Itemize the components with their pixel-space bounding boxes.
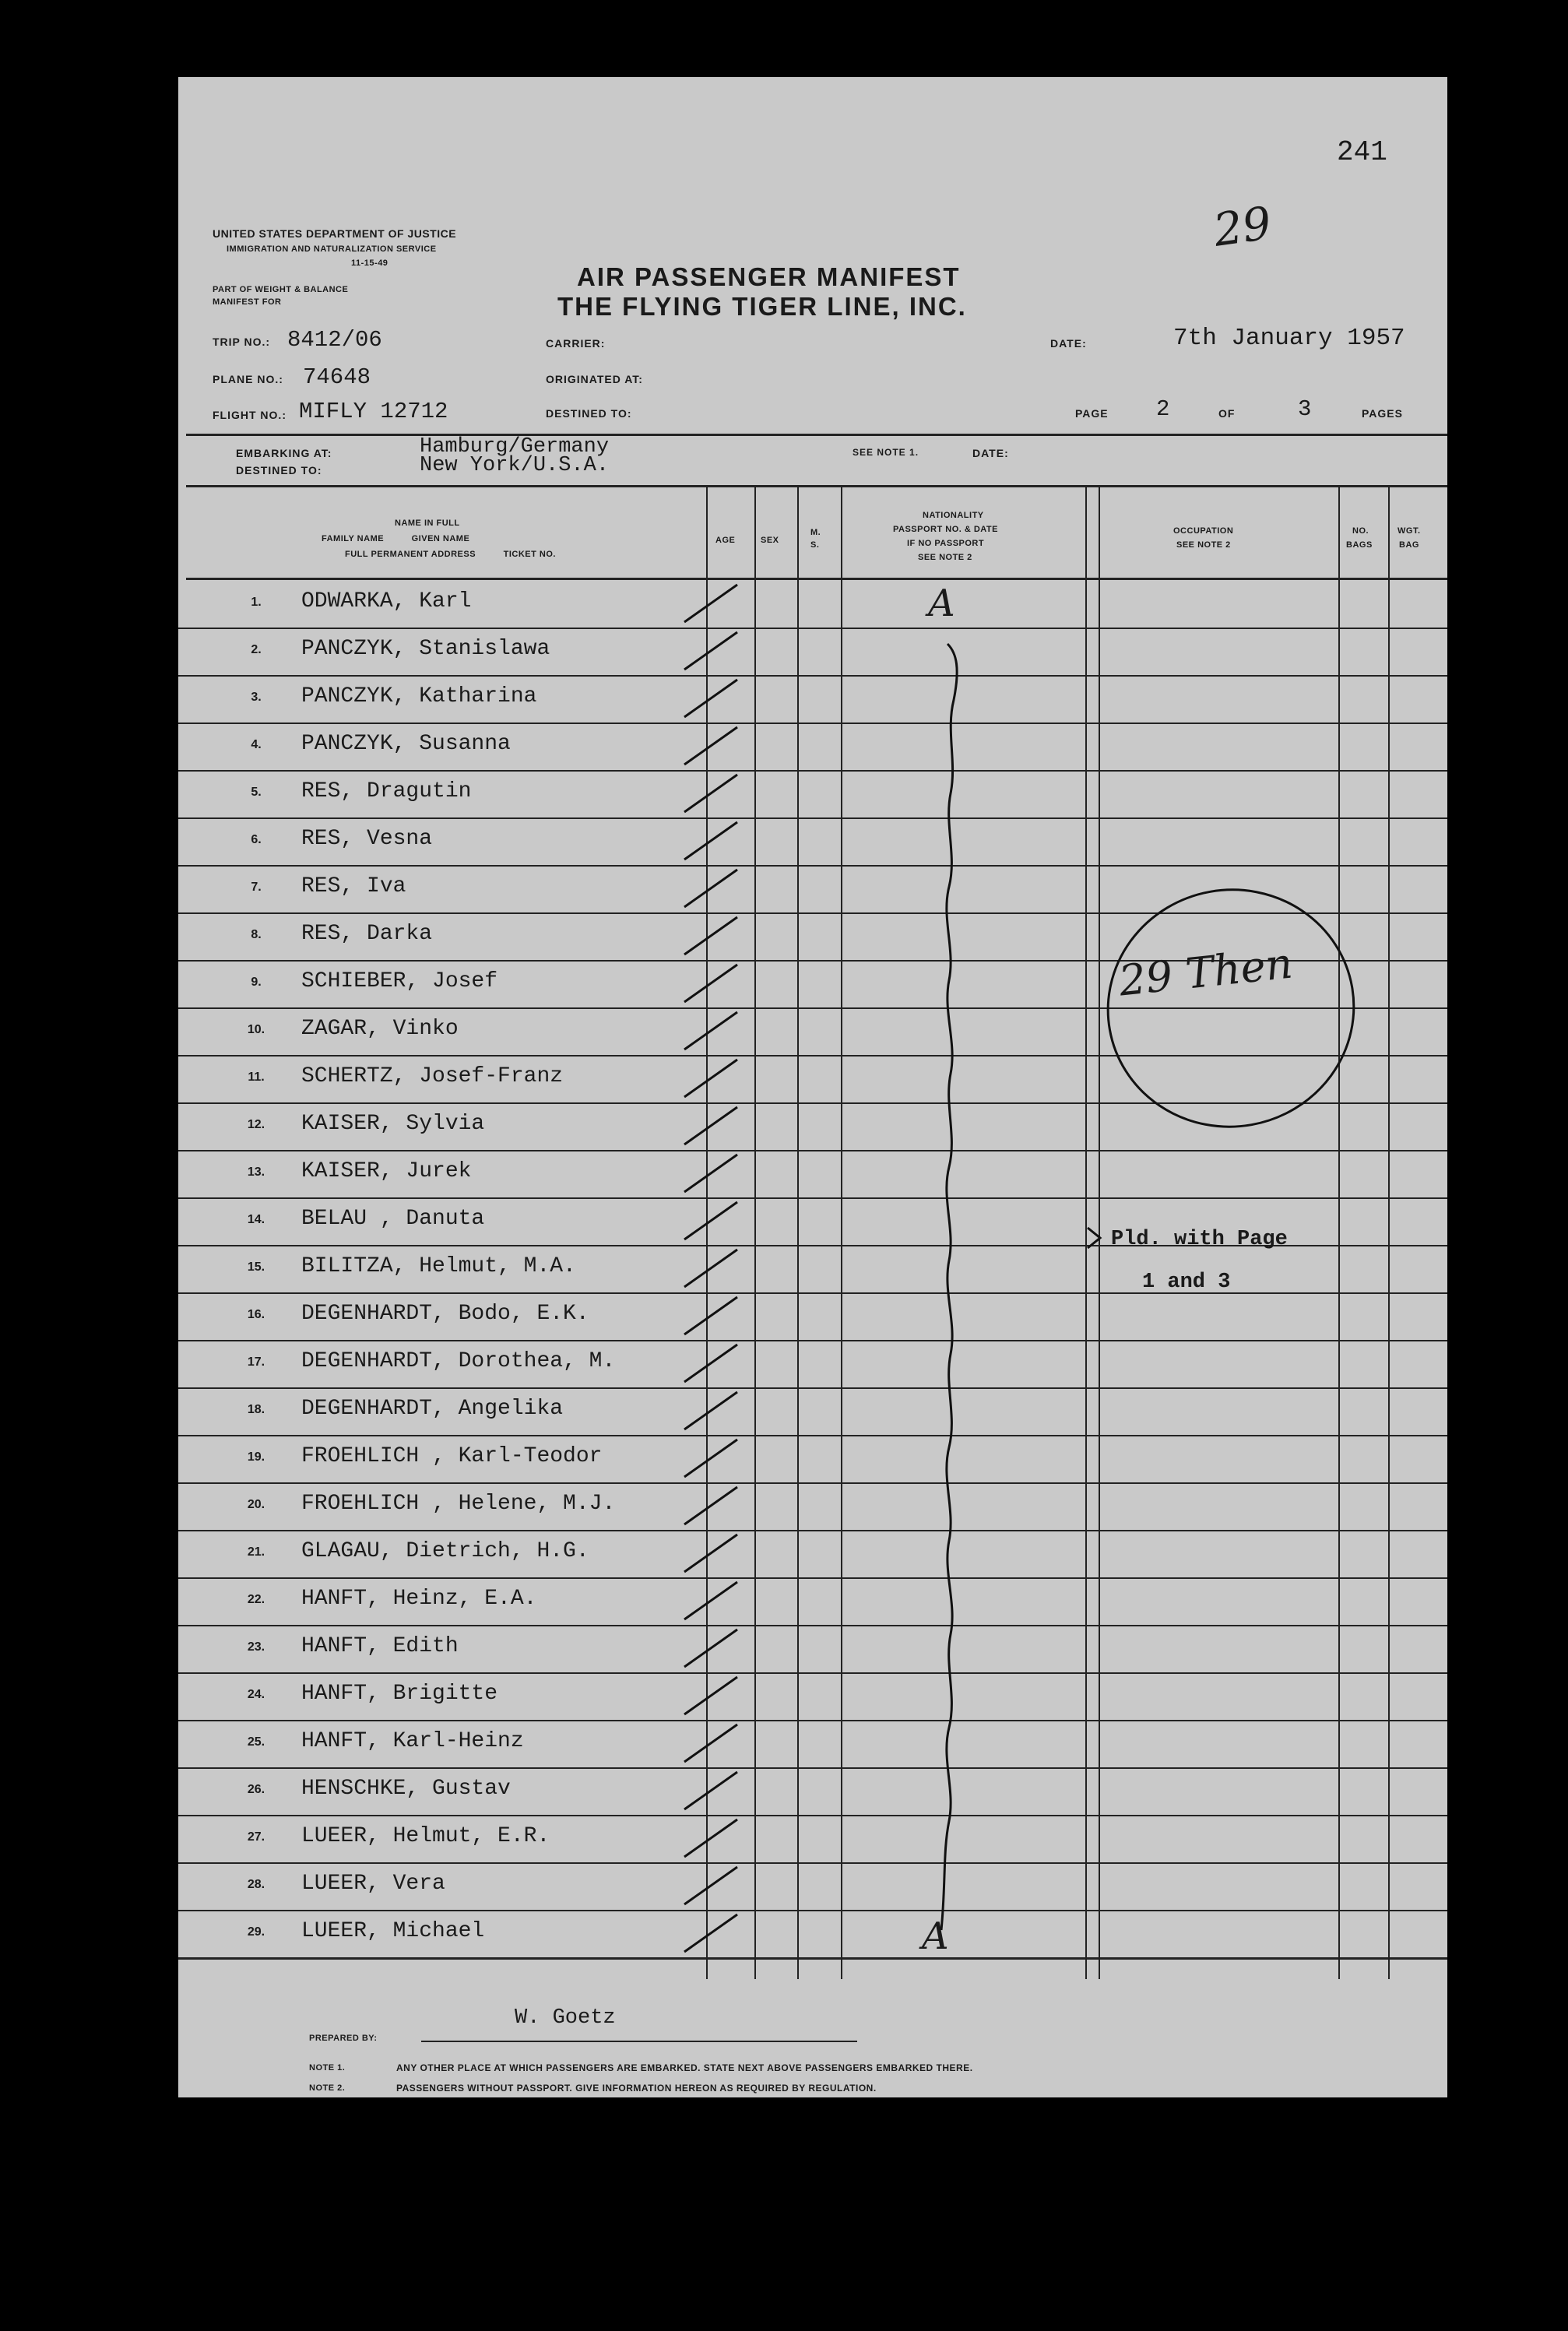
row-number: 18.	[247, 1403, 265, 1416]
age-tick	[684, 1060, 737, 1097]
row-number: 27.	[247, 1830, 265, 1844]
age-tick	[684, 1345, 737, 1382]
passenger-name: RES, Iva	[301, 874, 406, 898]
row-number: 13.	[247, 1166, 265, 1179]
age-tick	[684, 1819, 737, 1857]
passenger-name: PANCZYK, Stanislawa	[301, 637, 550, 661]
department-line-2: IMMIGRATION AND NATURALIZATION SERVICE	[227, 244, 437, 254]
destined-to-label: DESTINED TO:	[236, 464, 322, 476]
row-number: 4.	[251, 738, 262, 751]
occupation-note-line-1: Pld. with Page	[1111, 1228, 1288, 1251]
age-tick	[684, 1202, 737, 1239]
age-tick	[684, 1440, 737, 1477]
manifest-sheet	[178, 77, 1447, 2097]
passenger-name: KAISER, Jurek	[301, 1159, 472, 1183]
passenger-name: FROEHLICH , Helene, M.J.	[301, 1492, 616, 1516]
age-tick	[684, 1772, 737, 1809]
sex-header: SEX	[761, 536, 779, 545]
age-header: AGE	[715, 536, 736, 545]
passenger-name: SCHERTZ, Josef-Franz	[301, 1064, 564, 1088]
age-tick	[684, 1725, 737, 1762]
manifest-for-line-1: PART OF WEIGHT & BALANCE	[213, 285, 349, 294]
ditto-wavy-line	[941, 644, 957, 1930]
note-1-label: NOTE 1.	[309, 2063, 346, 2073]
row-number: 25.	[247, 1735, 265, 1749]
prepared-label: PREPARED BY:	[309, 2034, 378, 2043]
stamp-text: 29 Then	[1116, 938, 1296, 1006]
age-tick	[684, 965, 737, 1002]
age-tick	[684, 585, 737, 622]
row-number: 20.	[247, 1498, 265, 1511]
flight-value: MIFLY 12712	[299, 399, 448, 424]
of-value: 3	[1298, 396, 1312, 422]
age-tick-marks	[684, 585, 737, 1952]
nationality-header-4: SEE NOTE 2	[918, 553, 972, 562]
age-tick	[684, 1535, 737, 1572]
age-tick	[684, 727, 737, 765]
row-number: 16.	[247, 1308, 265, 1321]
page-value: 2	[1156, 396, 1170, 422]
passenger-name: HANFT, Karl-Heinz	[301, 1729, 524, 1753]
row-number: 12.	[247, 1118, 265, 1131]
age-tick	[684, 917, 737, 955]
age-tick	[684, 1677, 737, 1714]
passenger-name: DEGENHARDT, Dorothea, M.	[301, 1349, 616, 1373]
carrier-name: THE FLYING TIGER LINE, INC.	[557, 292, 967, 321]
flight-label: FLIGHT NO.:	[213, 409, 287, 421]
occupation-header-2: SEE NOTE 2	[1176, 540, 1231, 550]
date-label: DATE:	[1050, 337, 1087, 350]
row-number: 5.	[251, 786, 262, 799]
prepared-value: W. Goetz	[515, 2006, 616, 2030]
bags-header-2: BAGS	[1346, 540, 1373, 550]
department-line-1: UNITED STATES DEPARTMENT OF JUSTICE	[213, 227, 457, 240]
age-tick	[684, 1392, 737, 1429]
occupation-note-line-2: 1 and 3	[1142, 1271, 1231, 1294]
of-label: OF	[1218, 407, 1236, 420]
row-number: 17.	[247, 1355, 265, 1369]
row-number: 7.	[251, 881, 262, 894]
page-title: AIR PASSENGER MANIFEST	[577, 262, 961, 291]
occupation-header-1: OCCUPATION	[1173, 526, 1234, 536]
trip-label: TRIP NO.:	[213, 336, 271, 348]
passenger-name: DEGENHARDT, Angelika	[301, 1397, 564, 1421]
passenger-name: ZAGAR, Vinko	[301, 1017, 459, 1041]
originated-label: ORIGINATED AT:	[546, 373, 643, 385]
ms-header-1: M.	[810, 528, 821, 537]
handwriting-overlay	[178, 77, 1447, 2097]
row-number: 11.	[248, 1071, 265, 1084]
passenger-name: HANFT, Heinz, E.A.	[301, 1587, 537, 1611]
passenger-name: KAISER, Sylvia	[301, 1112, 485, 1136]
row-number: 23.	[247, 1640, 265, 1654]
name-header-2: FAMILY NAME GIVEN NAME	[322, 534, 470, 543]
passenger-name: RES, Dragutin	[301, 779, 472, 803]
wgt-header-2: BAG	[1399, 540, 1419, 550]
destined-to-value: New York/U.S.A.	[420, 454, 610, 477]
passenger-name: PANCZYK, Susanna	[301, 732, 511, 756]
row-number: 9.	[251, 976, 262, 989]
age-tick	[684, 1012, 737, 1049]
age-tick	[684, 1487, 737, 1524]
trip-value: 8412/06	[287, 327, 382, 353]
passenger-name: HENSCHKE, Gustav	[301, 1777, 511, 1801]
handwritten-count: 29	[1210, 196, 1275, 257]
bags-header-1: NO.	[1352, 526, 1369, 536]
passenger-name: RES, Darka	[301, 922, 433, 946]
age-tick	[684, 1914, 737, 1952]
destined-label: DESTINED TO:	[546, 407, 632, 420]
note-2-text: PASSENGERS WITHOUT PASSPORT. GIVE INFORMATION HEREON AS REQUIRED BY REGULATION.	[396, 2083, 877, 2094]
nationality-header-2: PASSPORT NO. & DATE	[893, 525, 998, 534]
row-number: 8.	[251, 928, 262, 941]
row-number: 24.	[247, 1688, 265, 1701]
passenger-name: ODWARKA, Karl	[301, 589, 472, 614]
age-tick	[684, 1250, 737, 1287]
embarking-value: Hamburg/Germany	[420, 435, 610, 459]
passenger-name: HANFT, Edith	[301, 1634, 459, 1658]
date-value: 7th January 1957	[1173, 325, 1405, 352]
passenger-name: BELAU , Danuta	[301, 1207, 485, 1231]
page-number: 241	[1337, 136, 1387, 168]
pages-label: PAGES	[1362, 407, 1403, 420]
embark-date-label: DATE:	[972, 447, 1009, 459]
row-number: 2.	[251, 643, 262, 656]
passenger-name: LUEER, Vera	[301, 1872, 445, 1896]
row-number: 26.	[247, 1783, 265, 1796]
age-tick	[684, 680, 737, 717]
row-number: 14.	[247, 1213, 265, 1226]
row-number: 21.	[247, 1545, 265, 1559]
passenger-name: SCHIEBER, Josef	[301, 969, 498, 993]
nationality-header-1: NATIONALITY	[923, 511, 984, 520]
passenger-name: LUEER, Helmut, E.R.	[301, 1824, 550, 1848]
nationality-mark-bottom: A	[922, 1914, 949, 1958]
note-1-text: ANY OTHER PLACE AT WHICH PASSENGERS ARE EMBARKED. STATE NEXT ABOVE PASSENGERS EMBARKED THERE.	[396, 2062, 973, 2073]
age-tick	[684, 1630, 737, 1667]
age-tick	[684, 1582, 737, 1619]
age-tick	[684, 1107, 737, 1144]
name-header-3: FULL PERMANENT ADDRESS TICKET NO.	[345, 550, 556, 559]
row-number: 1.	[251, 596, 262, 609]
passenger-name: FROEHLICH , Karl-Teodor	[301, 1444, 603, 1468]
note-2-label: NOTE 2.	[309, 2083, 346, 2093]
age-tick	[684, 870, 737, 907]
page-label: PAGE	[1075, 407, 1109, 420]
nationality-header-3: IF NO PASSPORT	[907, 539, 985, 548]
wgt-header-1: WGT.	[1397, 526, 1421, 536]
occupation-bracket	[1088, 1228, 1100, 1248]
plane-value: 74648	[303, 364, 371, 390]
row-number: 29.	[247, 1925, 265, 1939]
row-number: 6.	[251, 833, 262, 846]
row-number: 28.	[247, 1878, 265, 1891]
age-tick	[684, 1867, 737, 1904]
row-number: 3.	[251, 691, 262, 704]
age-tick	[684, 1155, 737, 1192]
passenger-name: PANCZYK, Katharina	[301, 684, 537, 708]
ms-header-2: S.	[810, 540, 820, 550]
carrier-label: CARRIER:	[546, 337, 606, 350]
passenger-name: LUEER, Michael	[301, 1919, 485, 1943]
row-number: 15.	[247, 1260, 265, 1274]
passenger-name: DEGENHARDT, Bodo, E.K.	[301, 1302, 589, 1326]
stamp-circle	[1089, 870, 1373, 1146]
row-number: 10.	[247, 1023, 265, 1036]
nationality-mark-top: A	[928, 582, 955, 625]
plane-label: PLANE NO.:	[213, 373, 283, 385]
row-number: 22.	[247, 1593, 265, 1606]
see-note-label: SEE NOTE 1.	[853, 447, 919, 458]
passenger-name: HANFT, Brigitte	[301, 1682, 498, 1706]
passenger-name: RES, Vesna	[301, 827, 433, 851]
age-tick	[684, 632, 737, 670]
manifest-for-line-2: MANIFEST FOR	[213, 297, 282, 307]
age-tick	[684, 822, 737, 860]
name-header-1: NAME IN FULL	[395, 519, 460, 528]
embarking-label: EMBARKING AT:	[236, 447, 332, 459]
row-number: 19.	[247, 1450, 265, 1464]
age-tick	[684, 775, 737, 812]
passenger-name: GLAGAU, Dietrich, H.G.	[301, 1539, 589, 1563]
department-line-3: 11-15-49	[351, 258, 388, 268]
passenger-name: BILITZA, Helmut, M.A.	[301, 1254, 576, 1278]
age-tick	[684, 1297, 737, 1334]
